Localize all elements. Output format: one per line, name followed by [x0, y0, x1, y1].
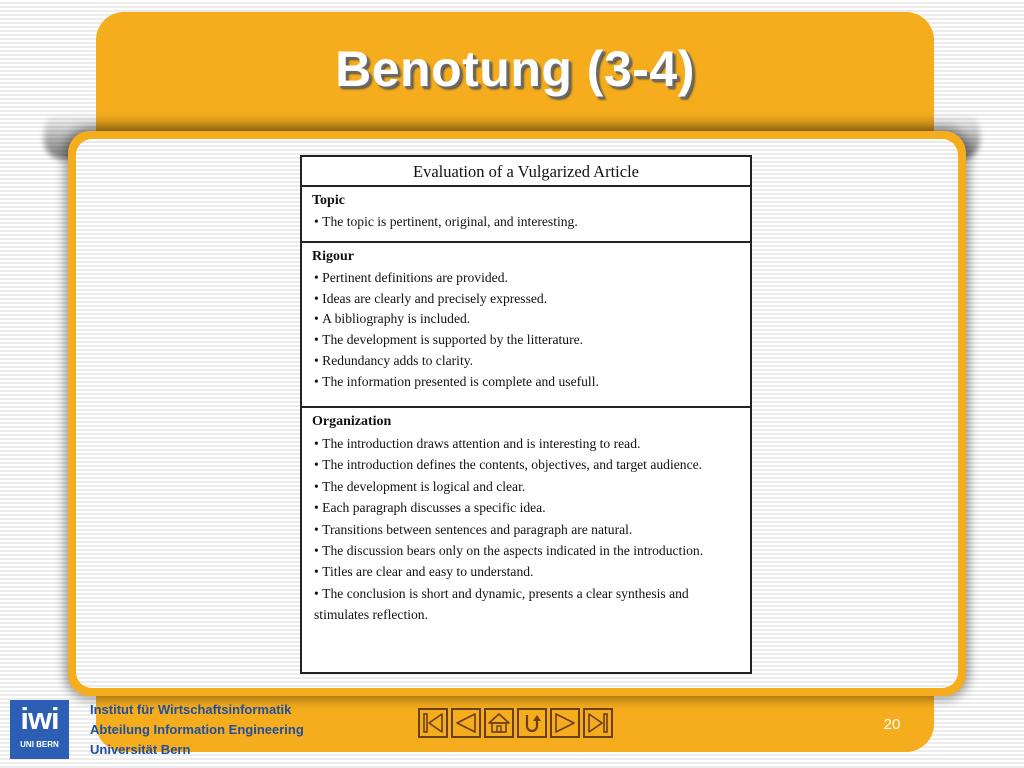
institution-line: Abteilung Information Engineering [90, 722, 304, 737]
iwi-logo [10, 700, 69, 759]
first-slide-button[interactable] [418, 708, 448, 738]
last-page-icon [586, 711, 610, 735]
logo-text: iwi [20, 701, 59, 736]
previous-icon [454, 711, 478, 735]
slide-title: Benotung (3-4) [335, 41, 695, 97]
criterion-item: • The discussion bears only on the aspects indicated in the introduction. [312, 540, 738, 561]
institution-line: Universität Bern [90, 742, 191, 757]
page-number: 20 [883, 716, 901, 733]
criterion-item: • Each paragraph discusses a specific idea. [312, 497, 738, 518]
home-icon [487, 711, 511, 735]
section-title: Rigour [312, 249, 354, 264]
criterion-item: • The introduction draws attention and is interesting to read. [312, 433, 738, 454]
section-topic [302, 187, 750, 243]
next-icon [553, 711, 577, 735]
criterion-item: • A bibliography is included. [312, 309, 738, 330]
return-arrow-icon [520, 711, 544, 735]
content-area [76, 139, 958, 688]
criteria-list [312, 433, 738, 626]
criterion-item: • The introduction defines the contents, objectives, and target audience. [312, 454, 738, 475]
criterion-item: • The information presented is complete and usefull. [312, 372, 738, 393]
section-title: Organization [312, 414, 392, 429]
criterion-item: • The conclusion is short and dynamic, presents a clear synthesis and stimulates reflection. [312, 583, 738, 626]
content-card [68, 131, 966, 696]
criteria-list [312, 212, 738, 233]
institution-info [90, 700, 304, 760]
criterion-item: • Titles are clear and easy to understand. [312, 561, 738, 582]
section-rigour [302, 243, 750, 408]
institution-line: Institut für Wirtschaftsinformatik [90, 702, 292, 717]
previous-slide-button[interactable] [451, 708, 481, 738]
return-button[interactable] [517, 708, 547, 738]
criterion-item: • The development is supported by the litterature. [312, 330, 738, 351]
last-slide-button[interactable] [583, 708, 613, 738]
criterion-item: • Transitions between sentences and paragraph are natural. [312, 519, 738, 540]
first-page-icon [421, 711, 445, 735]
criterion-item: • The development is logical and clear. [312, 476, 738, 497]
section-title: Topic [312, 193, 345, 208]
slide-navigation [418, 708, 613, 738]
section-organization [302, 408, 750, 674]
home-button[interactable] [484, 708, 514, 738]
logo-subtext: UNI BERN [20, 740, 59, 749]
criterion-item: • The topic is pertinent, original, and interesting. [312, 212, 738, 233]
criteria-list [312, 268, 738, 392]
criterion-item: • Redundancy adds to clarity. [312, 351, 738, 372]
criterion-item: • Pertinent definitions are provided. [312, 268, 738, 289]
document-header: Evaluation of a Vulgarized Article [302, 157, 750, 187]
next-slide-button[interactable] [550, 708, 580, 738]
criterion-item: • Ideas are clearly and precisely expressed. [312, 289, 738, 310]
scanned-document [300, 155, 752, 674]
